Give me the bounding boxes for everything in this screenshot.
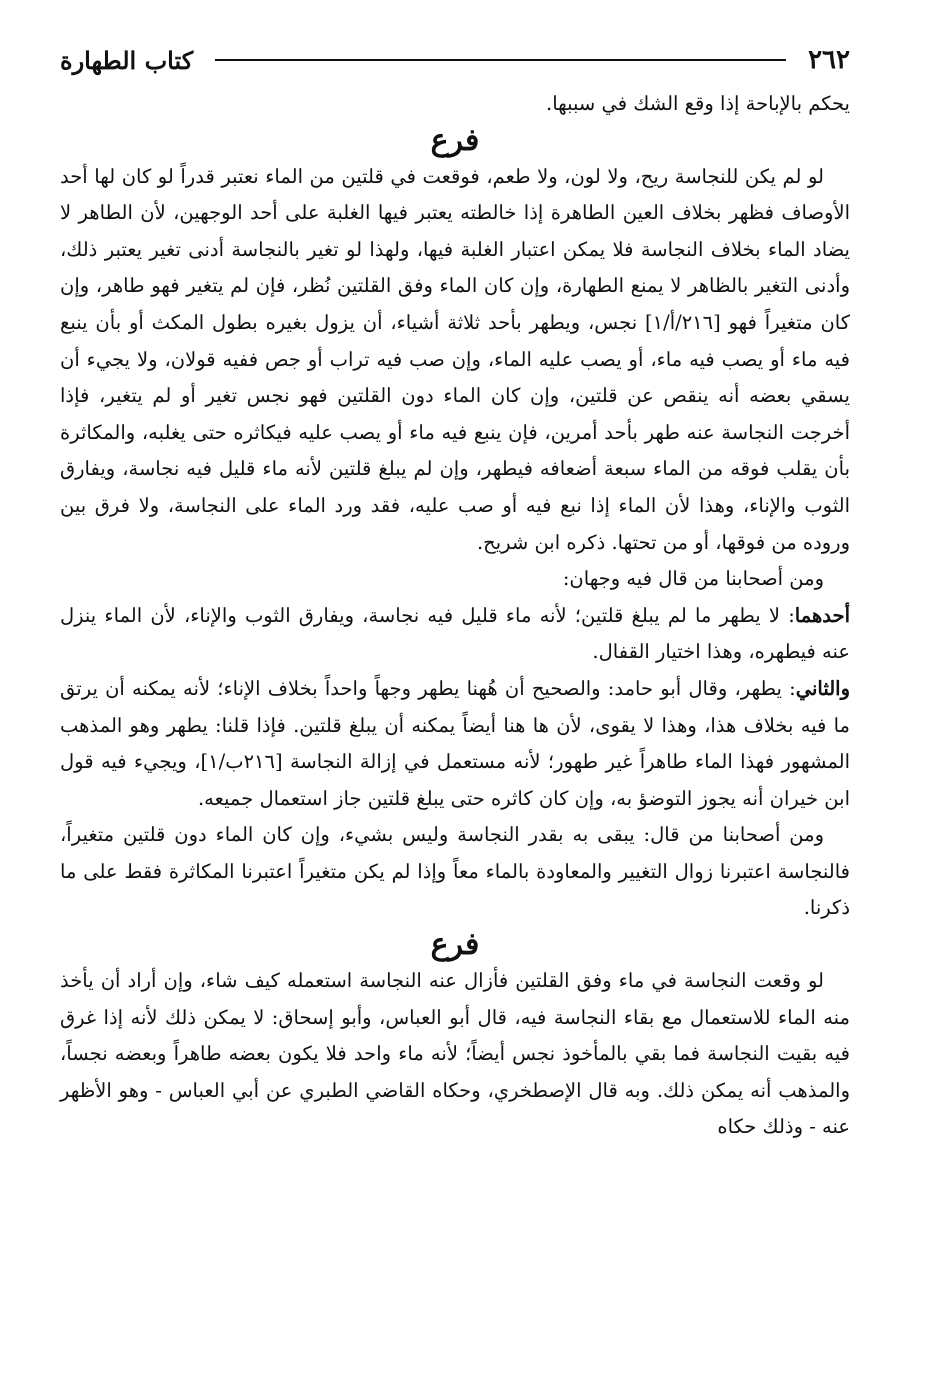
page-number: ٢٦٢ — [808, 45, 850, 75]
paragraph-text: : لا يطهر ما لم يبلغ قلتين؛ لأنه ماء قليل فيه نجاسة، ويفارق الثوب والإناء، لأن الماء ينزل عنه فيطهره، وهذا اختيار القفال. — [60, 603, 850, 664]
page-header — [60, 40, 850, 80]
header-rule — [215, 59, 786, 61]
section-heading: فرع — [430, 927, 480, 963]
paragraph-lead: والثاني — [795, 676, 850, 700]
book-title: كتاب الطهارة — [60, 45, 194, 75]
paragraph-lead: أحدهما — [794, 603, 850, 627]
paragraph: لو وقعت النجاسة في ماء وفق القلتين فأزال عنه النجاسة استعمله كيف شاء، وإن أراد أن يأخذ منه الماء للاستعمال مع بقاء النجاسة فيه، قال أبو العباس، وأبو إسحاق: لا يمكن ذلك لأنه إذا غرق فيه بقيت النجاسة فما بقي بالمأخوذ نجس أيضاً؛ لأنه ماء واحد فلا يكون بعضه طاهراً وبعضه نجساً، والمذهب أنه يمكن ذلك. وبه قال الإصطخري، وحكاه القاضي الطبري عن أبي العباس - وهو الأظهر عنه - وذلك حكاه — [60, 969, 850, 1139]
paragraph — [60, 598, 850, 671]
paragraph-text: : يطهر، وقال أبو حامد: والصحيح أن هُهنا يطهر وجهاً واحداً بخلاف الإناء؛ لأنه يمكنه أن يرتق ما فيه بخلاف هذا، وهذا لا يقوى، لأن ها هنا أيضاً يمكنه أن يبلغ قلتين. فإذا قلنا: يطهر وهو المذهب المشهور فهذا الماء طاهراً غير طهور؛ لأنه مستعمل في إزالة النجاسة [٢١٦ب/١]، ويجيء فيه قول ابن خيران أنه يجوز التوضؤ به، وإن كان كاثره حتى يبلغ قلتين جاز استعمال جميعه. — [60, 676, 850, 810]
page-body — [60, 86, 850, 1146]
paragraph: ومن أصحابنا من قال فيه وجهان: — [562, 567, 824, 591]
paragraph: يحكم بالإباحة إذا وقع الشك في سببها. — [546, 92, 850, 115]
section-heading: فرع — [430, 122, 480, 158]
paragraph: لو لم يكن للنجاسة ريح، ولا لون، ولا طعم، فوقعت في قلتين من الماء نعتبر قدراً لو كان لها أحد الأوصاف فظهر بخلاف العين الطاهرة إذا خالطته يعتبر فيها الغلبة على أحد الوجهين، لأن الطاهر لا يضاد الماء بخلاف النجاسة فلا يمكن اعتبار الغلبة فيها، ولهذا لو تغير بالنجاسة أدنى تغير يعتبر ذلك، وأدنى التغير بالظاهر لا يمنع الطهارة، وإن كان الماء وفق القلتين نُظر، فإن لم يتغير فهو طاهر، وإن كان متغيراً فهو [٢١٦/أ/١] نجس، ويطهر بأحد ثلاثة أشياء، أن يزول بغيره بطول المكث أو بأن ينبع فيه ماء أو يصب فيه ماء، أو يصب عليه الماء، وإن صب فيه تراب أو جص ففيه قولان، ولا يجيء أن يسقي بعضه أنه ينقص عن قلتين، وإن كان الماء دون القلتين فهو نجس تغير أو لم يتغير، فإذا أخرجت النجاسة عنه طهر بأحد أمرين، فإن ينبع فيه ماء أو يصب عليه فيكاثره حتى يغلبه، والمكاثرة بأن يقلب فوقه من الماء سبعة أضعافه فيطهر، وإن لم يبلغ قلتين لأنه ماء قليل فيه نجاسة، ويفارق الثوب والإناء، وهذا لأن الماء إذا نبع فيه أو صب عليه، فقد ورد الماء على النجاسة، ولا فرق بين وروده من فوقها، أو من تحتها. ذكره ابن شريح. — [60, 164, 851, 554]
paragraph: ومن أصحابنا من قال: يبقى به بقدر النجاسة وليس بشيء، وإن كان الماء دون قلتين متغيراً، فالنجاسة اعتبرنا زوال التغيير والمعاودة بالماء معاً وإذا لم يكن متغيراً اعتبرنا المكاثرة فقط على ما ذكرنا. — [60, 823, 850, 920]
paragraph — [60, 671, 850, 817]
